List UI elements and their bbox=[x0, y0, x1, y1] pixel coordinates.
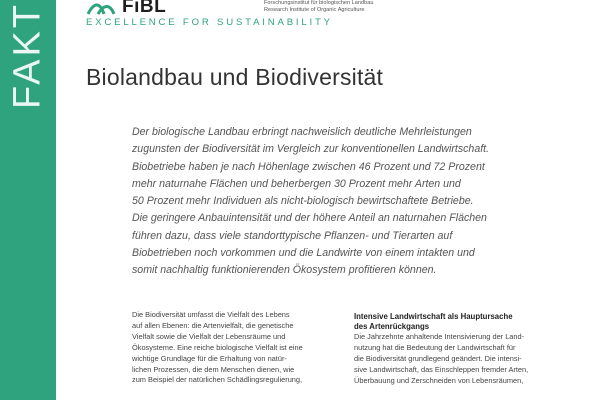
lead-paragraph bbox=[132, 124, 576, 280]
lead-line: Biobetriebe haben je nach Höhenlage zwischen 46 Prozent und 72 Prozent bbox=[132, 160, 485, 173]
body-line: sive Landwirtschaft, das Einschleppen fremder Arten, bbox=[354, 365, 529, 375]
logo-subtitle bbox=[264, 0, 434, 13]
lead-line: Biobetrieben noch vorkommen und die Landwirte von einem intakten und bbox=[132, 247, 475, 260]
lead-line: führen dazu, dass viele standorttypische Pflanzen- und Tierarten auf bbox=[132, 229, 453, 242]
section-heading: Intensive Landwirtschaft als Hauptursache bbox=[354, 312, 513, 321]
lead-line: Der biologische Landbau erbringt nachweislich deutliche Mehrleistungen bbox=[132, 126, 472, 138]
logo-subtitle-line: Research Institute of Organic Agriculture bbox=[264, 6, 365, 13]
body-line: Ökosysteme. Eine reiche biologische Vielfalt ist eine bbox=[132, 342, 303, 352]
brand-tagline: EXCELLENCE FOR SUSTAINABILITY bbox=[86, 17, 333, 28]
body-column-right bbox=[354, 312, 566, 387]
body-line: wichtige Grundlage für die Erhaltung von natür- bbox=[132, 353, 287, 363]
logo-subtitle-line: Forschungsinstitut für biologischen Landbau bbox=[264, 0, 374, 6]
lead-line: mehr naturnahe Flächen und beherbergen 30 Prozent mehr Arten und bbox=[132, 177, 461, 190]
body-line: Die Biodiversität umfasst die Vielfalt des Lebens bbox=[132, 310, 290, 319]
body-line: Die Jahrzehnte anhaltende Intensivierung der Land- bbox=[354, 332, 525, 342]
section-heading: des Artenrückgangs bbox=[354, 322, 430, 332]
body-line: die Biodiversität grundlegend geändert. Die intensi- bbox=[354, 354, 522, 364]
body-line: Vielfalt sowie die Vielfalt der Lebensräume und bbox=[132, 331, 286, 341]
body-line: zum Beispiel der natürlichen Schädlingsregulierung, bbox=[132, 375, 303, 385]
lead-line: zugunsten der Biodiversität im Vergleich zur konventionellen Landwirtschaft. bbox=[132, 143, 490, 156]
body-line: auf allen Ebenen: die Artenvielfalt, die genetische bbox=[132, 320, 294, 330]
lead-line: Die geringere Anbauintensität und der höhere Anteil an naturnahen Flächen bbox=[132, 212, 487, 225]
body-column-left bbox=[132, 310, 344, 386]
body-line: nutzung hat die Bedeutung der Landwirtschaft für bbox=[354, 343, 516, 353]
body-line: lichen Prozessen, die dem Menschen dienen, wie bbox=[132, 364, 295, 374]
logo-wordmark: FiBL bbox=[122, 0, 167, 17]
doc-type-label: FAKT bbox=[6, 1, 49, 109]
lead-line: 50 Prozent mehr Individuen als nicht-biologisch bewirtschaftete Betriebe. bbox=[132, 195, 474, 208]
body-line: Überbauung und Zerschneiden von Lebensräumen, bbox=[354, 376, 524, 386]
side-color-band bbox=[0, 0, 56, 400]
lead-line: somit nachhaltig funktionierenden Ökosystem profitieren können. bbox=[132, 264, 437, 277]
page-title: Biolandbau und Biodiversität bbox=[86, 64, 384, 90]
